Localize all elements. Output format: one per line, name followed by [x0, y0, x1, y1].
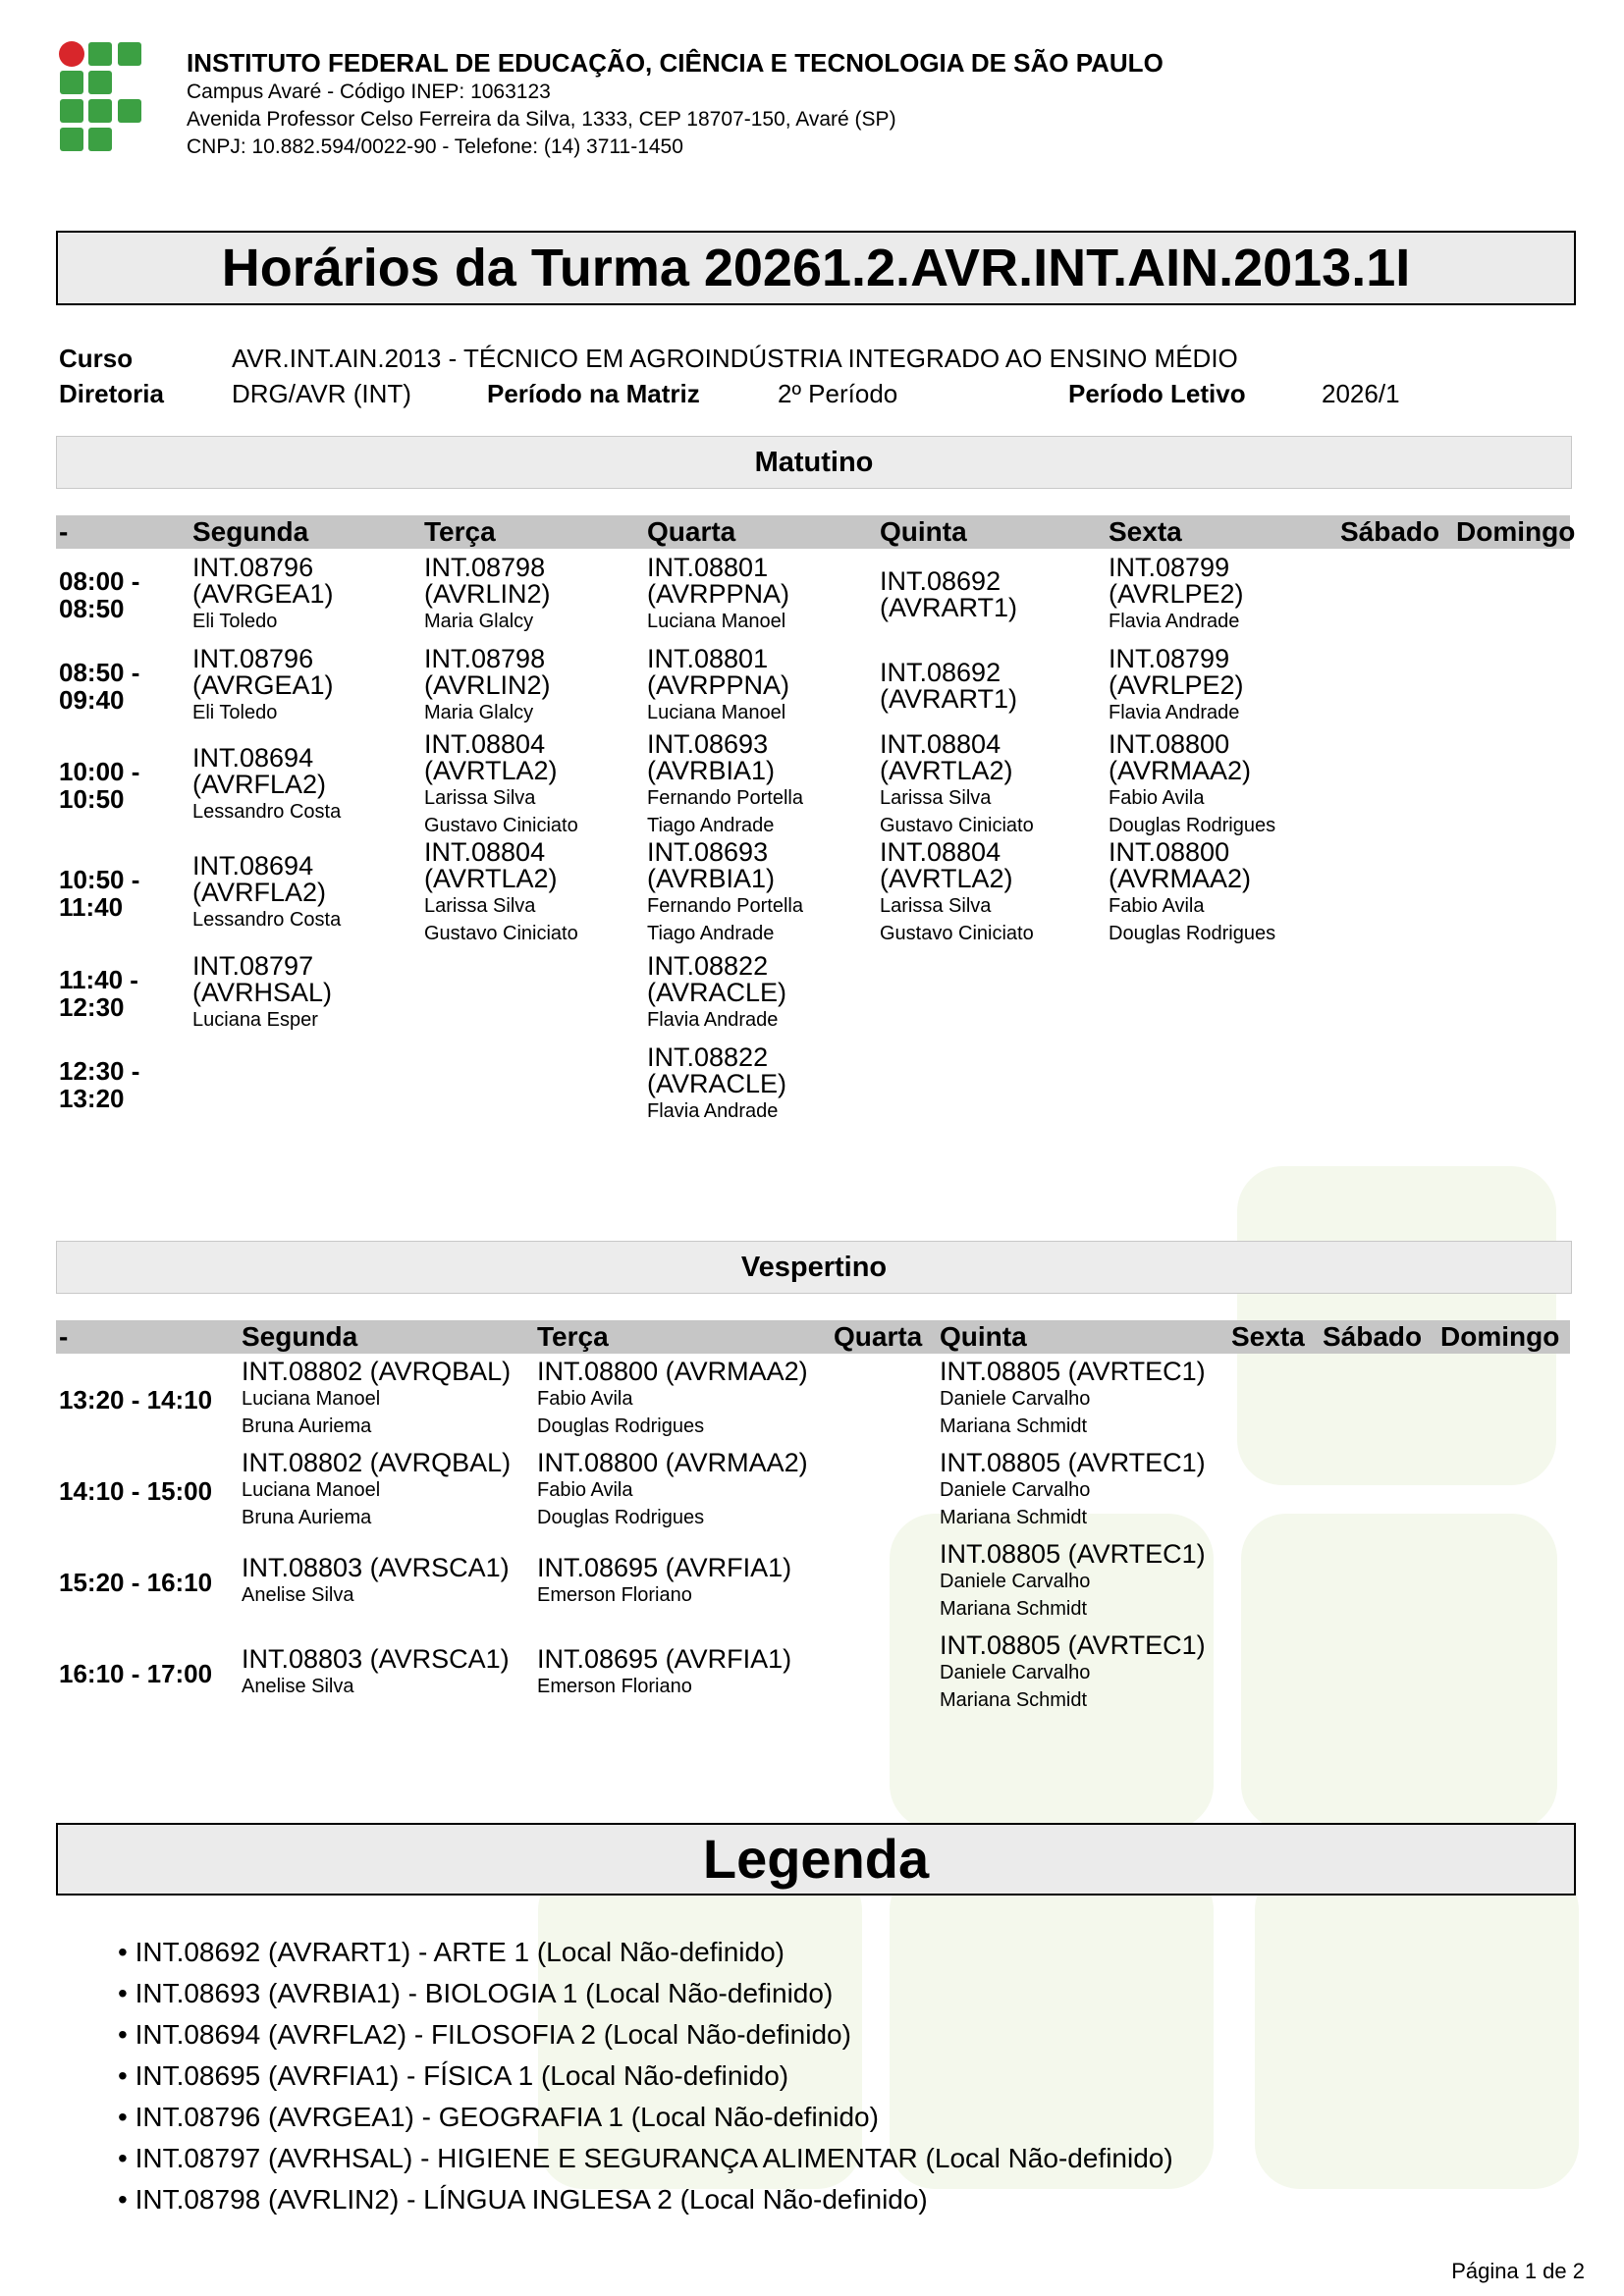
- course-code: INT.08800: [1109, 729, 1230, 759]
- teacher-name: Douglas Rodrigues: [537, 1415, 705, 1437]
- course-code: (AVRART1): [880, 683, 1018, 714]
- vespertino-header-row: [56, 1320, 1570, 1354]
- schedule-cell: [1106, 731, 1337, 839]
- schedule-cell: [1228, 1628, 1320, 1719]
- schedule-cell: [534, 1628, 831, 1719]
- teacher-name: Tiago Andrade: [647, 923, 775, 944]
- time-text: 09:40: [59, 684, 125, 715]
- teacher-name: Gustavo Ciniciato: [880, 923, 1034, 944]
- schedule-cell: [189, 947, 421, 1039]
- course-code: INT.08803 (AVRSCA1): [242, 1553, 510, 1582]
- legend-item: • INT.08693 (AVRBIA1) - BIOLOGIA 1 (Local Não-definido): [118, 1978, 834, 2008]
- course-code: INT.08693: [647, 837, 769, 867]
- schedule-cell: [1337, 640, 1453, 731]
- schedule-cell: [1320, 1354, 1437, 1445]
- teacher-name: Bruna Auriema: [242, 1415, 372, 1437]
- diretoria-label: Diretoria: [59, 379, 164, 408]
- cnpj-line: CNPJ: 10.882.594/0022-90 - Telefone: (14) 3711-1450: [187, 135, 683, 158]
- teacher-name: Mariana Schmidt: [940, 1598, 1088, 1620]
- course-code: (AVRMAA2): [1109, 756, 1252, 785]
- schedule-cell: [877, 1039, 1106, 1130]
- time-slot: [56, 1536, 239, 1628]
- schedule-cell: [831, 1536, 937, 1628]
- table-row: [56, 549, 1570, 640]
- schedule-cell: [1106, 947, 1337, 1039]
- legend-item: • INT.08796 (AVRGEA1) - GEOGRAFIA 1 (Local Não-definido): [118, 2102, 879, 2132]
- table-row: [56, 731, 1570, 839]
- curso-value: AVR.INT.AIN.2013 - TÉCNICO EM AGROINDÚSTRIA INTEGRADO AO ENSINO MÉDIO: [232, 344, 1238, 373]
- column-header: Domingo: [1437, 1320, 1570, 1354]
- teacher-name: Bruna Auriema: [242, 1507, 372, 1528]
- teacher-name: Fabio Avila: [537, 1479, 633, 1501]
- course-code: (AVRLPE2): [1109, 669, 1244, 700]
- course-code: (AVRACLE): [647, 977, 787, 1007]
- course-code: (AVRGEA1): [192, 669, 334, 700]
- table-row: [56, 947, 1570, 1039]
- schedule-cell: [1437, 1536, 1570, 1628]
- schedule-cell: [421, 839, 644, 947]
- time-slot: [56, 947, 189, 1039]
- teacher-name: Daniele Carvalho: [940, 1662, 1091, 1683]
- periodo-letivo-value: 2026/1: [1322, 379, 1400, 408]
- course-code: INT.08797: [192, 950, 314, 981]
- schedule-cell: [189, 549, 421, 640]
- legend-item: • INT.08695 (AVRFIA1) - FÍSICA 1 (Local Não-definido): [118, 2060, 789, 2091]
- institution-name: INSTITUTO FEDERAL DE EDUCAÇÃO, CIÊNCIA E TECNOLOGIA DE SÃO PAULO: [187, 48, 1164, 78]
- course-code: INT.08805 (AVRTEC1): [940, 1539, 1206, 1569]
- teacher-name: Fernando Portella: [647, 787, 803, 809]
- course-code: INT.08804: [424, 837, 546, 867]
- legend-list: [118, 1932, 1173, 2220]
- column-header: -: [56, 1320, 239, 1354]
- course-code: INT.08798: [424, 552, 546, 582]
- course-code: (AVRHSAL): [192, 977, 333, 1007]
- course-code: INT.08801: [647, 643, 769, 673]
- schedule-cell: [189, 731, 421, 839]
- schedule-cell: [877, 640, 1106, 731]
- course-code: (AVRTLA2): [424, 756, 558, 785]
- teacher-name: Anelise Silva: [242, 1584, 354, 1606]
- schedule-cell: [877, 549, 1106, 640]
- schedule-cell: [1453, 947, 1570, 1039]
- column-header: Sexta: [1228, 1320, 1320, 1354]
- time-slot: [56, 549, 189, 640]
- column-header: Terça: [534, 1320, 831, 1354]
- teacher-name: Douglas Rodrigues: [1109, 815, 1276, 836]
- schedule-cell: [644, 731, 877, 839]
- time-slot: [56, 1445, 239, 1536]
- time-text: 10:00 -: [59, 757, 140, 786]
- column-header: Quarta: [831, 1320, 937, 1354]
- course-code: INT.08805 (AVRTEC1): [940, 1357, 1206, 1386]
- table-row: [56, 839, 1570, 947]
- course-code: INT.08805 (AVRTEC1): [940, 1448, 1206, 1477]
- course-code: (AVRMAA2): [1109, 864, 1252, 893]
- column-header: Sábado: [1320, 1320, 1437, 1354]
- schedule-cell: [1337, 839, 1453, 947]
- schedule-cell: [421, 1039, 644, 1130]
- time-text: 11:40 -: [59, 964, 138, 994]
- schedule-cell: [534, 1354, 831, 1445]
- course-code: (AVRTLA2): [880, 756, 1013, 785]
- teacher-name: Mariana Schmidt: [940, 1689, 1088, 1711]
- course-code: INT.08800: [1109, 837, 1230, 867]
- table-row: [56, 1445, 1570, 1536]
- column-header: Segunda: [239, 1320, 534, 1354]
- diretoria-value: DRG/AVR (INT): [232, 379, 411, 408]
- teacher-name: Gustavo Ciniciato: [424, 923, 578, 944]
- course-code: INT.08798: [424, 643, 546, 673]
- column-header: Quinta: [877, 515, 1106, 549]
- course-code: (AVRFLA2): [192, 770, 327, 799]
- teacher-name: Fernando Portella: [647, 895, 803, 917]
- course-code: INT.08694: [192, 851, 314, 881]
- column-header: Segunda: [189, 515, 421, 549]
- schedule-cell: [937, 1354, 1228, 1445]
- schedule-cell: [1437, 1445, 1570, 1536]
- schedule-cell: [1453, 839, 1570, 947]
- course-code: (AVRGEA1): [192, 578, 334, 609]
- schedule-cell: [644, 1039, 877, 1130]
- legend-item: • INT.08692 (AVRART1) - ARTE 1 (Local Não-definido): [118, 1937, 785, 1967]
- course-code: INT.08799: [1109, 643, 1230, 673]
- teacher-name: Emerson Floriano: [537, 1676, 692, 1697]
- course-code: INT.08804: [880, 729, 1001, 759]
- schedule-cell: [1106, 1039, 1337, 1130]
- course-code: INT.08694: [192, 743, 314, 773]
- institution-header: [187, 47, 1164, 161]
- teacher-name: Fabio Avila: [1109, 895, 1205, 917]
- time-slot: [56, 731, 189, 839]
- schedule-cell: [189, 1039, 421, 1130]
- column-header: Terça: [421, 515, 644, 549]
- time-text: 08:50: [59, 593, 125, 623]
- teacher-name: Eli Toledo: [192, 701, 278, 723]
- time-text: 15:20 - 16:10: [59, 1567, 213, 1597]
- course-code: (AVRFLA2): [192, 878, 327, 907]
- teacher-name: Douglas Rodrigues: [1109, 923, 1276, 944]
- periodo-matriz-label: Período na Matriz: [487, 379, 700, 408]
- teacher-name: Tiago Andrade: [647, 815, 775, 836]
- schedule-cell: [1106, 549, 1337, 640]
- schedule-cell: [1320, 1628, 1437, 1719]
- matutino-title: Matutino: [56, 436, 1572, 489]
- schedule-cell: [937, 1628, 1228, 1719]
- teacher-name: Larissa Silva: [880, 787, 992, 809]
- teacher-name: Maria Glalcy: [424, 701, 534, 723]
- teacher-name: Anelise Silva: [242, 1676, 354, 1697]
- teacher-name: Fabio Avila: [1109, 787, 1205, 809]
- teacher-name: Flavia Andrade: [1109, 610, 1240, 632]
- time-slot: [56, 1628, 239, 1719]
- course-code: INT.08822: [647, 950, 769, 981]
- time-text: 13:20: [59, 1083, 125, 1113]
- schedule-cell: [239, 1354, 534, 1445]
- column-header: Domingo: [1453, 515, 1570, 549]
- time-text: 08:50 -: [59, 657, 140, 687]
- schedule-cell: [831, 1628, 937, 1719]
- course-code: (AVRACLE): [647, 1068, 787, 1098]
- schedule-cell: [1106, 839, 1337, 947]
- time-text: 08:00 -: [59, 565, 140, 596]
- teacher-name: Luciana Manoel: [647, 610, 786, 632]
- time-slot: [56, 839, 189, 947]
- schedule-cell: [239, 1536, 534, 1628]
- schedule-cell: [644, 839, 877, 947]
- time-text: 12:30: [59, 991, 125, 1022]
- schedule-cell: [1106, 640, 1337, 731]
- legend-title: Legenda: [56, 1823, 1576, 1896]
- vespertino-title: Vespertino: [56, 1241, 1572, 1294]
- course-code: INT.08800 (AVRMAA2): [537, 1357, 808, 1386]
- course-code: (AVRTLA2): [880, 864, 1013, 893]
- course-code: (AVRTLA2): [424, 864, 558, 893]
- course-code: (AVRART1): [880, 592, 1018, 622]
- teacher-name: Larissa Silva: [880, 895, 992, 917]
- table-row: [56, 1536, 1570, 1628]
- table-row: [56, 1628, 1570, 1719]
- course-code: INT.08695 (AVRFIA1): [537, 1644, 792, 1674]
- teacher-name: Luciana Esper: [192, 1008, 318, 1031]
- time-text: 13:20 - 14:10: [59, 1384, 213, 1415]
- vespertino-table: [56, 1320, 1570, 1719]
- teacher-name: Daniele Carvalho: [940, 1388, 1091, 1410]
- table-row: [56, 1354, 1570, 1445]
- schedule-cell: [1228, 1536, 1320, 1628]
- course-code: (AVRBIA1): [647, 756, 776, 785]
- schedule-cell: [1453, 1039, 1570, 1130]
- schedule-cell: [421, 549, 644, 640]
- schedule-cell: [239, 1445, 534, 1536]
- periodo-matriz-value: 2º Período: [778, 379, 898, 408]
- teacher-name: Flavia Andrade: [1109, 701, 1240, 723]
- column-header: -: [56, 515, 189, 549]
- schedule-cell: [534, 1445, 831, 1536]
- periodo-letivo-label: Período Letivo: [1068, 379, 1246, 408]
- schedule-cell: [421, 731, 644, 839]
- course-code: (AVRBIA1): [647, 864, 776, 893]
- time-text: 10:50 -: [59, 865, 140, 894]
- schedule-cell: [644, 640, 877, 731]
- teacher-name: Flavia Andrade: [647, 1008, 779, 1031]
- teacher-name: Larissa Silva: [424, 895, 536, 917]
- schedule-cell: [189, 839, 421, 947]
- legend-item: • INT.08798 (AVRLIN2) - LÍNGUA INGLESA 2 (Local Não-definido): [118, 2184, 928, 2215]
- course-code: (AVRLPE2): [1109, 578, 1244, 609]
- campus-line: Campus Avaré - Código INEP: 1063123: [187, 80, 551, 103]
- page-number: Página 1 de 2: [1451, 2259, 1585, 2283]
- course-code: INT.08804: [880, 837, 1001, 867]
- teacher-name: Mariana Schmidt: [940, 1507, 1088, 1528]
- schedule-cell: [1320, 1445, 1437, 1536]
- course-code: INT.08796: [192, 643, 314, 673]
- schedule-cell: [1337, 1039, 1453, 1130]
- teacher-name: Douglas Rodrigues: [537, 1507, 705, 1528]
- time-slot: [56, 1039, 189, 1130]
- course-code: (AVRLIN2): [424, 578, 551, 609]
- course-code: INT.08802 (AVRQBAL): [242, 1448, 512, 1477]
- schedule-cell: [1453, 731, 1570, 839]
- time-slot: [56, 640, 189, 731]
- time-text: 12:30 -: [59, 1055, 140, 1086]
- course-code: (AVRPPNA): [647, 669, 790, 700]
- schedule-cell: [1453, 549, 1570, 640]
- schedule-cell: [937, 1536, 1228, 1628]
- course-code: INT.08805 (AVRTEC1): [940, 1630, 1206, 1660]
- table-row: [56, 640, 1570, 731]
- schedule-cell: [1228, 1354, 1320, 1445]
- course-code: INT.08800 (AVRMAA2): [537, 1448, 808, 1477]
- schedule-cell: [831, 1445, 937, 1536]
- schedule-cell: [1453, 640, 1570, 731]
- teacher-name: Gustavo Ciniciato: [880, 815, 1034, 836]
- schedule-cell: [644, 549, 877, 640]
- schedule-cell: [1337, 549, 1453, 640]
- teacher-name: Lessandro Costa: [192, 909, 342, 931]
- course-code: INT.08803 (AVRSCA1): [242, 1644, 510, 1674]
- schedule-cell: [239, 1628, 534, 1719]
- schedule-cell: [1320, 1536, 1437, 1628]
- table-row: [56, 1039, 1570, 1130]
- schedule-cell: [1228, 1445, 1320, 1536]
- schedule-cell: [189, 640, 421, 731]
- matutino-table: [56, 515, 1576, 1130]
- legend-item: • INT.08797 (AVRHSAL) - HIGIENE E SEGURANÇA ALIMENTAR (Local Não-definido): [118, 2143, 1173, 2173]
- teacher-name: Luciana Manoel: [242, 1388, 381, 1410]
- column-header: Quarta: [644, 515, 877, 549]
- teacher-name: Maria Glalcy: [424, 610, 534, 632]
- schedule-cell: [831, 1354, 937, 1445]
- teacher-name: Gustavo Ciniciato: [424, 815, 578, 836]
- legend-item: • INT.08694 (AVRFLA2) - FILOSOFIA 2 (Local Não-definido): [118, 2019, 851, 2050]
- schedule-cell: [1437, 1354, 1570, 1445]
- teacher-name: Luciana Manoel: [647, 701, 786, 723]
- course-code: INT.08802 (AVRQBAL): [242, 1357, 512, 1386]
- teacher-name: Daniele Carvalho: [940, 1479, 1091, 1501]
- teacher-name: Larissa Silva: [424, 787, 536, 809]
- course-code: INT.08801: [647, 552, 769, 582]
- schedule-cell: [877, 731, 1106, 839]
- course-code: INT.08822: [647, 1041, 769, 1072]
- course-code: INT.08692: [880, 565, 1001, 596]
- time-text: 16:10 - 17:00: [59, 1658, 213, 1688]
- institution-logo: [59, 41, 143, 151]
- schedule-cell: [937, 1445, 1228, 1536]
- course-code: (AVRLIN2): [424, 669, 551, 700]
- schedule-cell: [421, 947, 644, 1039]
- teacher-name: Eli Toledo: [192, 610, 278, 632]
- course-code: INT.08804: [424, 729, 546, 759]
- schedule-cell: [1337, 731, 1453, 839]
- teacher-name: Emerson Floriano: [537, 1584, 692, 1606]
- schedule-cell: [877, 839, 1106, 947]
- teacher-name: Daniele Carvalho: [940, 1571, 1091, 1592]
- schedule-cell: [1437, 1628, 1570, 1719]
- matutino-header-row: [56, 515, 1570, 549]
- page-title: Horários da Turma 20261.2.AVR.INT.AIN.2013.1I: [56, 231, 1576, 305]
- column-header: Sexta: [1106, 515, 1337, 549]
- address-line: Avenida Professor Celso Ferreira da Silva, 1333, CEP 18707-150, Avaré (SP): [187, 108, 896, 131]
- teacher-name: Lessandro Costa: [192, 801, 342, 823]
- column-header: Sábado: [1337, 515, 1453, 549]
- schedule-cell: [421, 640, 644, 731]
- teacher-name: Mariana Schmidt: [940, 1415, 1088, 1437]
- time-slot: [56, 1354, 239, 1445]
- course-code: INT.08692: [880, 657, 1001, 687]
- time-text: 11:40: [59, 892, 124, 922]
- course-code: INT.08799: [1109, 552, 1230, 582]
- time-text: 14:10 - 15:00: [59, 1475, 213, 1506]
- course-code: (AVRPPNA): [647, 578, 790, 609]
- time-text: 10:50: [59, 784, 125, 814]
- schedule-cell: [644, 947, 877, 1039]
- teacher-name: Flavia Andrade: [647, 1099, 779, 1122]
- schedule-cell: [877, 947, 1106, 1039]
- course-code: INT.08695 (AVRFIA1): [537, 1553, 792, 1582]
- teacher-name: Fabio Avila: [537, 1388, 633, 1410]
- teacher-name: Luciana Manoel: [242, 1479, 381, 1501]
- schedule-cell: [1337, 947, 1453, 1039]
- course-code: INT.08693: [647, 729, 769, 759]
- column-header: Quinta: [937, 1320, 1228, 1354]
- schedule-cell: [534, 1536, 831, 1628]
- curso-label: Curso: [59, 344, 134, 373]
- course-code: INT.08796: [192, 552, 314, 582]
